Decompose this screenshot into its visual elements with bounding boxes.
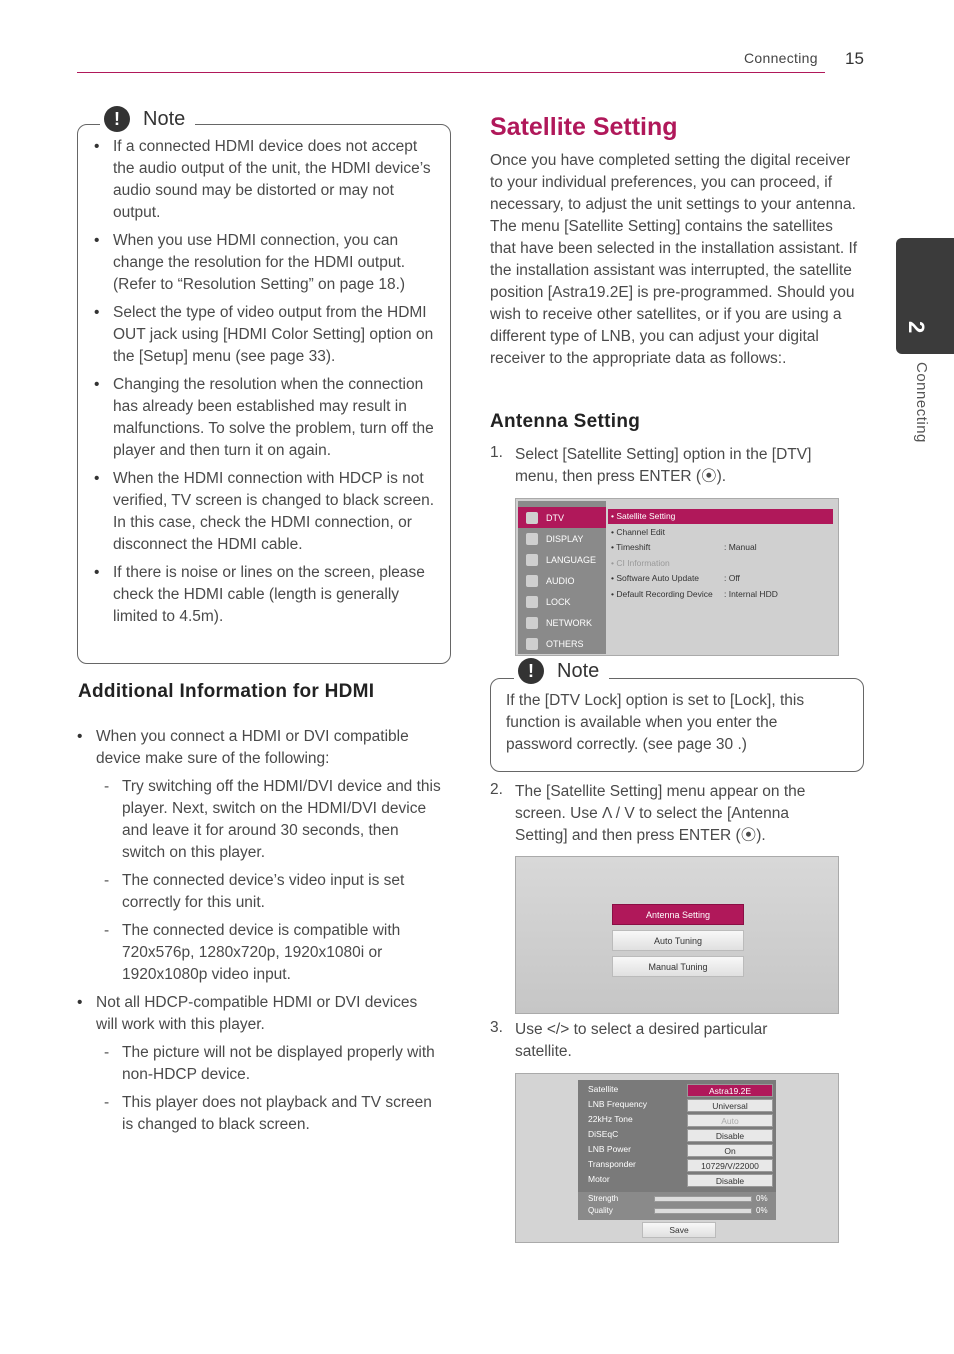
- auto-tuning-button[interactable]: Auto Tuning: [612, 930, 744, 951]
- menu-item-lock[interactable]: [518, 591, 606, 612]
- quality-value: 0%: [756, 1206, 768, 1215]
- audio-icon: [526, 575, 538, 587]
- row-satellite[interactable]: [588, 1084, 768, 1099]
- screenshot-setup-menu: [515, 498, 839, 656]
- manual-tuning-button[interactable]: Manual Tuning: [612, 956, 744, 977]
- step-number: 1.: [490, 444, 503, 461]
- note-text: If the [DTV Lock] option is set to [Lock], this function is available when you enter the password correctly. (see page 30 .): [506, 692, 805, 753]
- header-rule: [77, 72, 825, 73]
- dash-list: [122, 1042, 441, 1136]
- quality-label: Quality: [588, 1206, 613, 1215]
- option-satellite-setting[interactable]: • Satellite Setting: [611, 511, 676, 521]
- note-item: • Select the type of video output from the HDMI OUT jack using [HDMI Color Setting] option on the [Setup] menu (see page 33).: [113, 302, 439, 368]
- step-number: 3.: [490, 1019, 503, 1036]
- row-value[interactable]: On: [687, 1144, 773, 1157]
- option-default-recording-value: : Internal HDD: [724, 589, 778, 599]
- row-22khz-tone[interactable]: [588, 1114, 768, 1129]
- chapter-number: 2: [904, 321, 929, 334]
- screenshot-satellite-menu: [515, 856, 839, 1014]
- row-label: LNB Frequency: [588, 1099, 648, 1109]
- note-item: • If a connected HDMI device does not accept the audio output of the unit, the HDMI device’s audio sound may be distorted or may not output.: [113, 136, 439, 224]
- note-item: • When the HDMI connection with HDCP is not verified, TV screen is changed to black screen. In this case, check the HDMI connection, or disconnect the HDMI cable.: [113, 468, 439, 556]
- antenna-heading: Antenna Setting: [490, 411, 641, 432]
- lock-icon: [526, 596, 538, 608]
- additional-bullet-text: When you connect a HDMI or DVI compatible device make sure of the following:: [96, 728, 409, 767]
- row-value[interactable]: Disable: [687, 1174, 773, 1187]
- satellite-intro: Once you have completed setting the digital receiver to your individual preferences, you can proceed, if necessary, to adjust the unit settings to your antenna. The menu [Satellite Setting] contains the satellites that have been selected in the installation assistant. If the installation assistant was interrupted, the satellite position [Astra19.2E] is pre-programmed. Should you wish to receive other satellites, or if you are using a different type of LNB, you can adjust your digital receiver to the appropriate data as follows:.: [490, 152, 858, 367]
- screenshot-antenna-setting: [515, 1073, 839, 1243]
- option-channel-edit[interactable]: • Channel Edit: [611, 527, 666, 537]
- additional-bullet: [96, 726, 441, 986]
- option-timeshift-value: : Manual: [724, 542, 757, 552]
- display-icon: [526, 533, 538, 545]
- antenna-setting-button[interactable]: Antenna Setting: [612, 904, 744, 925]
- menu-label: DTV: [546, 512, 564, 523]
- row-label: Satellite: [588, 1084, 619, 1094]
- row-value[interactable]: Disable: [687, 1129, 773, 1142]
- menu-label: AUDIO: [546, 575, 575, 586]
- row-label: 22kHz Tone: [588, 1114, 633, 1124]
- dash-item: - This player does not playback and TV screen is changed to black screen.: [122, 1092, 441, 1136]
- note-header: [100, 106, 195, 132]
- exclamation-icon: !: [518, 658, 544, 684]
- exclamation-icon: !: [104, 106, 130, 132]
- note-title: Note: [143, 107, 186, 130]
- menu-item-network[interactable]: [518, 612, 606, 633]
- additional-bullet-text: Not all HDCP-compatible HDMI or DVI devices will work with this player.: [96, 994, 418, 1033]
- option-ci-information[interactable]: • CI Information: [611, 558, 670, 568]
- row-value[interactable]: Auto: [687, 1114, 773, 1127]
- step-text: Use </> to select a desired particular satellite.: [515, 1021, 768, 1060]
- strength-bar: [654, 1196, 752, 1202]
- chapter-label: Connecting: [913, 362, 930, 443]
- option-software-update-value: : Off: [724, 573, 740, 583]
- page-number: 15: [845, 49, 864, 68]
- strength-value: 0%: [756, 1194, 768, 1203]
- row-lnb-frequency[interactable]: [588, 1099, 768, 1114]
- quality-bar: [654, 1208, 752, 1214]
- step-number: 2.: [490, 781, 503, 798]
- row-lnb-power[interactable]: [588, 1144, 768, 1159]
- save-button[interactable]: Save: [642, 1222, 716, 1238]
- menu-label: LANGUAGE: [546, 554, 597, 565]
- additional-list: [96, 726, 441, 1136]
- menu-label: DISPLAY: [546, 533, 584, 544]
- step-text: The [Satellite Setting] menu appear on the screen. Use Λ / V to select the [Antenna Setting] and then press ENTER (⦿).: [515, 783, 806, 844]
- menu-item-display[interactable]: [518, 528, 606, 549]
- dash-item: - Try switching off the HDMI/DVI device and this player. Next, switch on the HDMI/DVI device and leave it for around 30 seconds, then switch on this player.: [122, 776, 441, 864]
- menu-item-audio[interactable]: [518, 570, 606, 591]
- note-header: [514, 658, 609, 684]
- row-value[interactable]: 10729/V/22000: [687, 1159, 773, 1172]
- row-label: DiSEqC: [588, 1129, 619, 1139]
- step-text: Select [Satellite Setting] option in the [DTV] menu, then press ENTER (⦿).: [515, 446, 812, 485]
- row-diseqc[interactable]: [588, 1129, 768, 1144]
- strength-label: Strength: [588, 1194, 619, 1203]
- satellite-heading: Satellite Setting: [490, 113, 678, 141]
- others-icon: [526, 638, 538, 650]
- note-item: • If there is noise or lines on the screen, please check the HDMI cable (length is generally limited to 4.5m).: [113, 562, 439, 628]
- note-title: Note: [557, 659, 600, 682]
- dash-item: - The connected device is compatible with 720x576p, 1280x720p, 1920x1080i or 1920x1080p video input.: [122, 920, 441, 986]
- menu-item-dtv[interactable]: [518, 507, 606, 528]
- note-list: [113, 136, 439, 628]
- menu-item-language[interactable]: [518, 549, 606, 570]
- additional-bullet: [96, 992, 441, 1136]
- note-item: • When you use HDMI connection, you can change the resolution for the HDMI output. (Refer to “Resolution Setting” on page 18.): [113, 230, 439, 296]
- additional-heading: Additional Information for HDMI: [78, 681, 375, 702]
- network-icon: [526, 617, 538, 629]
- option-software-update[interactable]: • Software Auto Update: [611, 573, 700, 583]
- row-label: Motor: [588, 1174, 610, 1184]
- note-item: • Changing the resolution when the connection has already been established may result in malfunctions. To solve the problem, turn off the player and then turn it on again.: [113, 374, 439, 462]
- dash-list: [122, 776, 441, 986]
- row-value[interactable]: Astra19.2E: [687, 1084, 773, 1097]
- row-label: Transponder: [588, 1159, 636, 1169]
- menu-item-others[interactable]: [518, 633, 606, 654]
- language-icon: [526, 554, 538, 566]
- row-transponder[interactable]: [588, 1159, 768, 1174]
- menu-label: OTHERS: [546, 638, 584, 649]
- header-section-title: Connecting: [744, 50, 818, 66]
- dtv-icon: [526, 512, 538, 524]
- option-default-recording[interactable]: • Default Recording Device: [611, 589, 713, 599]
- option-timeshift[interactable]: • Timeshift: [611, 542, 651, 552]
- dash-item: - The picture will not be displayed properly with non-HDCP device.: [122, 1042, 441, 1086]
- row-value[interactable]: Universal: [687, 1099, 773, 1112]
- menu-label: LOCK: [546, 596, 571, 607]
- menu-sidebar: [518, 501, 606, 654]
- row-label: LNB Power: [588, 1144, 631, 1154]
- dash-item: - The connected device’s video input is set correctly for this unit.: [122, 870, 441, 914]
- row-motor[interactable]: [588, 1174, 768, 1189]
- menu-label: NETWORK: [546, 617, 592, 628]
